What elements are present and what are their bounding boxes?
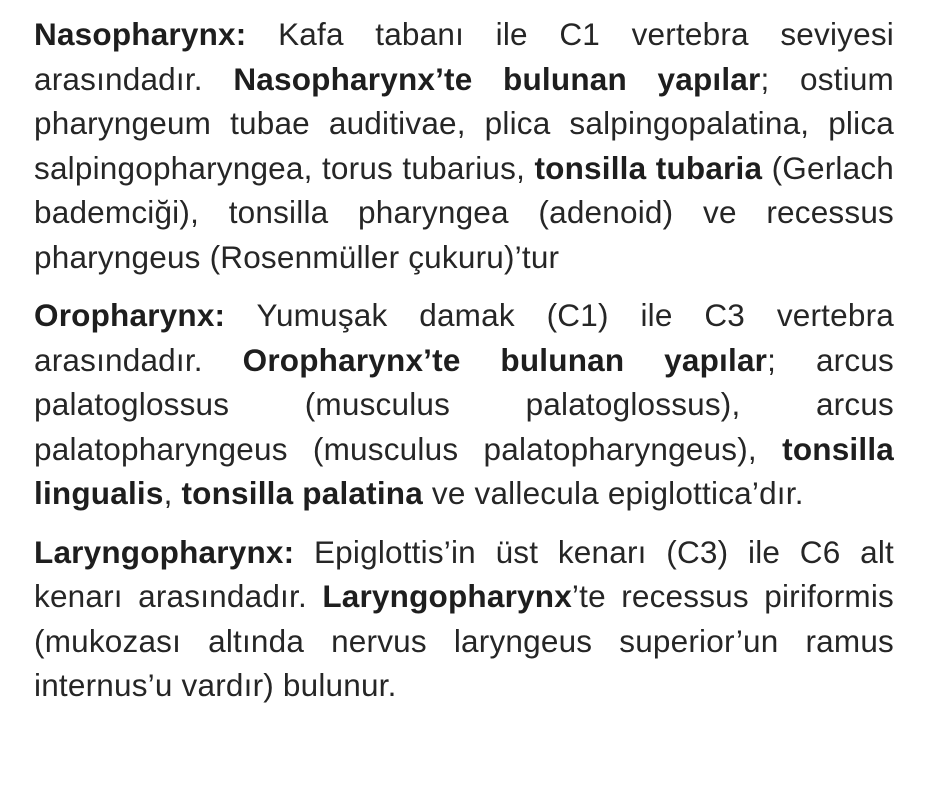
- text-segment: ,: [163, 475, 182, 511]
- text-segment: ; ostium pharyngeum tubae auditivae, plica salpingopalatina, plica salpingopharyngea, torus tubarius,: [34, 60, 894, 186]
- paragraph-nasopharynx: [34, 12, 894, 279]
- term-nasopharynx: Nasopharynx:: [34, 16, 247, 52]
- term-laryngopharynx-inline: Laryngopharynx: [322, 578, 572, 614]
- term-structures-heading: Nasopharynx’te bulunan yapılar: [233, 60, 761, 97]
- text-segment: ; arcus palatoglossus (musculus palatoglossus), arcus palatopharyngeus (musculus palatopharyngeus),: [34, 341, 894, 467]
- text-segment: Epiglottis’in üst kenarı (C3) ile C6 alt kenarı arasındadır.: [34, 533, 894, 614]
- term-tonsilla-palatina: tonsilla palatina: [181, 475, 423, 511]
- text-segment: Yumuşak damak (C1) ile C3 vertebra arasındadır.: [34, 297, 894, 378]
- text-segment: (Gerlach bademciği), tonsilla pharyngea (adenoid) ve recessus pharyngeus (Rosenmüller çukuru)’tur: [34, 149, 894, 275]
- term-tonsilla-lingualis: tonsilla lingualis: [34, 430, 894, 511]
- term-laryngopharynx: Laryngopharynx:: [34, 533, 295, 570]
- text-segment: ve vallecula epiglottica’dır.: [422, 475, 804, 511]
- term-oropharynx: Oropharynx:: [34, 297, 226, 333]
- paragraph-oropharynx: [34, 293, 894, 516]
- document-page: [34, 12, 894, 708]
- text-segment: ’te recessus piriformis (mukozası altında nervus laryngeus superior’un ramus internus’u vardır) bulunur.: [34, 578, 894, 703]
- text-segment: Kafa tabanı ile C1 vertebra seviyesi arasındadır.: [34, 16, 894, 97]
- paragraph-laryngopharynx: [34, 530, 894, 708]
- term-tonsilla-tubaria: tonsilla tubaria: [534, 149, 763, 186]
- term-structures-heading: Oropharynx’te bulunan yapılar: [242, 341, 768, 378]
